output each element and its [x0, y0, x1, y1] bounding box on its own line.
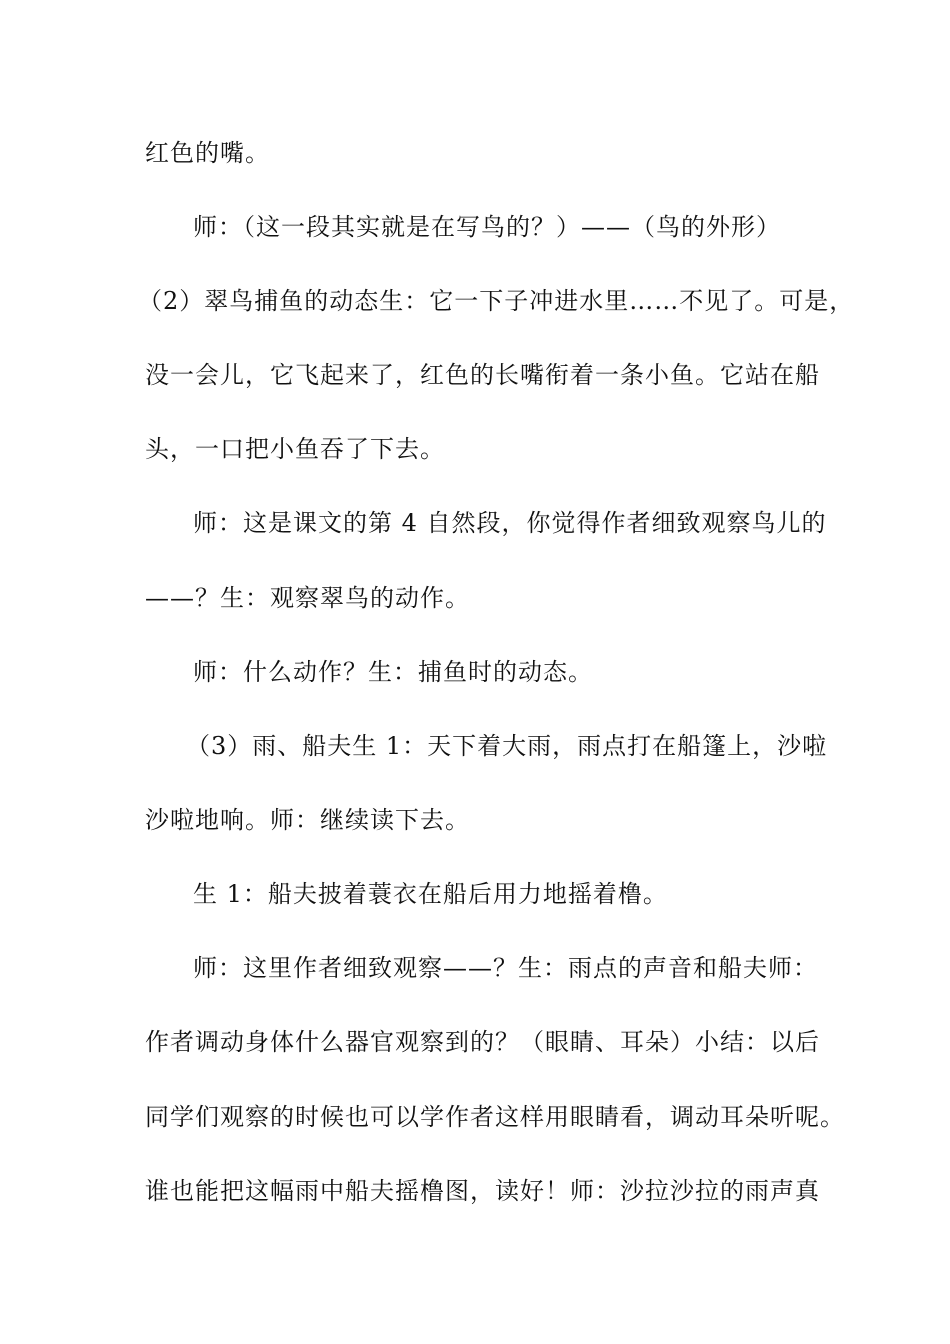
text-line-11: 生 1：船夫披着蓑衣在船后用力地摇着橹。	[193, 880, 668, 908]
text-line-5: 头，一口把小鱼吞了下去。	[145, 435, 445, 463]
text-line-6: 师：这是课文的第 4 自然段，你觉得作者细致观察鸟儿的	[193, 509, 827, 537]
text-line-2: 师：（这一段其实就是在写鸟的？）——（鸟的外形）	[193, 213, 781, 241]
text-line-3: （2）翠鸟捕鱼的动态生：它一下子冲进水里……不见了。可是，	[138, 287, 855, 315]
text-line-7: ——？生：观察翠鸟的动作。	[145, 584, 470, 612]
text-line-10: 沙啦地响。师：继续读下去。	[145, 806, 470, 834]
text-line-4: 没一会儿，它飞起来了，红色的长嘴衔着一条小鱼。它站在船	[145, 361, 820, 389]
text-line-13: 作者调动身体什么器官观察到的？（眼睛、耳朵）小结：以后	[145, 1028, 820, 1056]
text-line-1: 红色的嘴。	[145, 139, 270, 167]
text-line-12: 师：这里作者细致观察——？生：雨点的声音和船夫师：	[193, 954, 818, 982]
text-line-8: 师：什么动作？生：捕鱼时的动态。	[193, 658, 593, 686]
text-line-9: （3）雨、船夫生 1：天下着大雨，雨点打在船篷上，沙啦	[186, 732, 828, 760]
text-line-14: 同学们观察的时候也可以学作者这样用眼睛看，调动耳朵听呢。	[145, 1103, 845, 1131]
text-line-15: 谁也能把这幅雨中船夫摇橹图，读好！师：沙拉沙拉的雨声真	[145, 1177, 820, 1205]
